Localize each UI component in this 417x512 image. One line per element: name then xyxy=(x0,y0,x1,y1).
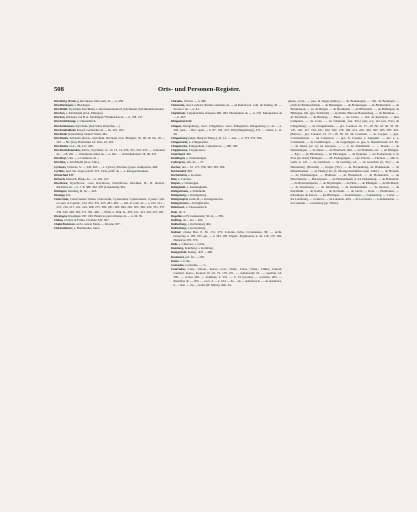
entry-heading: Clementia, xyxy=(171,103,186,108)
entry-heading: Kirchberg (Unter-), xyxy=(54,99,80,103)
entry-heading: Cyrillus, xyxy=(54,168,66,173)
entry-text: s. Kenningheim. xyxy=(186,184,208,189)
entry-heading: Citheo, xyxy=(54,217,64,222)
entry-text: s. Choeszenloch. xyxy=(185,205,208,210)
entry-text: Ulricus ..., n. 496. xyxy=(183,99,207,103)
entry-text: s. Bornhardus, sanct. xyxy=(73,225,101,230)
entry-heading: Klepen, xyxy=(171,180,181,185)
entry-heading: Kirchenbirkenig, xyxy=(54,119,77,124)
entry-heading: Kirnachtal 127. xyxy=(54,172,75,177)
entry-heading: Königsbrunn, xyxy=(171,189,189,194)
entry-heading: Clingenecke, xyxy=(171,144,188,149)
entry-text: Gem.-B., s. Königeshoven. xyxy=(189,197,224,202)
entry-heading: Kugelius xyxy=(171,213,183,218)
entry-text: Conradus, —, C. xyxy=(185,262,207,267)
register-entry xyxy=(171,124,282,136)
entry-text: Clopphouwe. xyxy=(188,148,206,153)
register-column-2 xyxy=(171,99,282,287)
entry-heading: Kirchheim, xyxy=(54,135,69,140)
entry-heading: Cloterbach xyxy=(171,152,186,157)
entry-text: Knopf, Gerhardus de ..., bu. 201. 202. xyxy=(76,127,125,132)
entry-heading: Clarevallensis, xyxy=(54,225,74,230)
entry-heading: Cyriacus, xyxy=(54,164,67,169)
entry-text: dic 3. xyxy=(178,209,186,214)
register-columns xyxy=(54,99,399,287)
entry-text: vom ..., s. Cimiterio de ... xyxy=(67,156,100,161)
entry-text: s. Kirchheim (O.A. Ehingen). xyxy=(66,111,104,116)
register-entry xyxy=(171,111,282,119)
entry-text: s. Churenbirch. xyxy=(76,119,97,124)
entry-text: der ... 52. 173. 358. 362. 365. 366. xyxy=(181,164,226,169)
page-number: 508 xyxy=(54,86,64,93)
entry-heading: Kirchhain xyxy=(54,131,68,136)
entry-heading: Königsbronn, xyxy=(171,201,189,206)
entry-text: clausa Bea. 8. 36. 151. 270. Colonia, Köln, Colonienses, 98. — archi. Ocnardus, n. 183. 235. epi. — n. 183. 185. Engeli., Engilbertus, n. 44. 118. 170. 182. Heinricus 303. 375. xyxy=(173,230,282,243)
entry-heading: Königshofen, xyxy=(171,197,189,202)
entry-heading: Kirchbühl, xyxy=(54,107,69,112)
register-entry xyxy=(54,197,165,213)
entry-heading: Kirchlen, xyxy=(54,160,67,165)
entry-text: Kirch-, Kyrchein, 11, 12, 13, 14, 250, 251, 252, 253. — Cunradus de ..., 18, 261. — Wernherus miles de ..., n. 261. — Archidiakonen: 18, 48, 325. xyxy=(56,148,165,157)
entry-text: 466. xyxy=(186,152,192,157)
entry-heading: Komburg, xyxy=(171,246,185,251)
entry-heading: Königsberg, xyxy=(171,193,187,198)
entry-text: s. Kolbenberg. xyxy=(187,225,206,230)
entry-heading: Knittingen, xyxy=(171,156,186,161)
entry-text: Klingenhain, Cunradus de ..., 186. 190. xyxy=(188,144,239,149)
entry-text: Kyrchein, (den Sohn, Rudolfus, ...). xyxy=(75,123,121,128)
entry-text: s. Kirchheim (O.A. Tbk.). xyxy=(66,160,100,165)
entry-text: gileus, eccle., — ppa, in Augia (minor.) — de Bodenregen. — mil. de Bettingen — plich de Balmeschallen — de Bensingen. — de Bodenregen — de Bickbruben. — de Bernhausen, — pr. de Bergen — de Bornheim. — de Bibernach. — de Birbingen, de Bilringen, mil. (ypt. Sulzbach). — de Diritz, Bina de Boehenberg, — de Berthnan. — de Brodbach. — de Bruberg. — Bane. — de Calwe. — abb. de Reuchour. — mea Camplaus. — de Coxa. — de Cibarium, (ser. Eal.) plar, n.p. ald (ser. Eal.) de Clingenberg, — de Clingenbenek. — grs. Coenrad. 12. 17—18. 30. 43. 46. 55. 56. 125. 126. 127. 134. 161. 162. 182. 178. 199. 212. 229. 364. 365. 383. 387. 401. (Basel.)— grs. Cuonrat. 12. 17—18. 30. 43. 46. Coenradt. — de Coppes. — ppa. Constantiensis. — de Consteren. — ppa. 8. Cruelsa, s. Augustin. — dec. s. a. Crailsheim. — de Curmiringen. — de Cupplingen. ss. ppa. S. Danielbouren vol. Ed. — de Diurn (or. n.) ad Adorpau. — ... b. de Dohelheim. — ... Doens. — de Durmstingen. — de Deres. — de Eberbach, milt. — de Ebnheim, sol. — de Ehingen. — Ego. — de Ehrenberg, — de Eltwangen. — de Epinden. — de Eschenrode, n. in Fors (str. Karl) Tübingen. — ...llt. Psdergengen. — spe. Farren. — Fuerton. — abb. S. Galli, n. 125. — de Gerbbach. — de Gerbing, sol. — de Graschen (ls. Tb.) — de Herrenberg. (Horedal) — Koppe (Tb.). — de Hochenburg, de Hohenstein. — de Rünzelhausen. — de Hsal(s) der (b. Herrigreitschaffen-Ganz. Ahld.). — de Hessten — de Hohenbergen. — Hallinus. — de Hauselach, — de Holzendorf, — de Holzchurren. — Hertenyeser. — de Hachenbeem, 4. 24. Hohenberg. — de Hohenloh. — de Holentemperne, — de Heyslingen, — de Holz, — de Eßlingen. — de Richbach, — de Kunzelsen, — de Kirchberg, ... de Kunkelsheim. — de Knoten, — de Kirchbühl. — de Kolbe, — de Kolbenh. — de Gnob. ... Rote. ... Helnbrunn. — Kiraninger de Kerwe. — Ke Bilringen. — Kruelsbugen. — Landenberg. — Leber. — Ke Landerleg. — Lobiron. — de Landeck, milt. ... de Leoxtoria. — Landesbarbet. — de Lunesbn. — Lutenberg (sp. Winn.). xyxy=(288,99,399,206)
entry-heading: Conradus, xyxy=(171,262,185,267)
register-entry xyxy=(288,99,399,205)
entry-heading: Cistercium, xyxy=(54,197,69,202)
entry-text: Kissingen 187. 190. Henricus parrochianus de ..., n. 49. 50. xyxy=(68,213,143,218)
entry-text: s. Colonia. xyxy=(178,176,192,181)
entry-text: abb. de ..., 37. xyxy=(186,160,205,165)
entry-text: s. Chuningen. xyxy=(181,180,200,185)
entry-text: Cistercienser Orden, Cistercium, Cystercium, Cysterciensis, Cysterc. abb. et conv. et Capitul., 152. 252. 331. 425, 481. 492. — abb. et conv. ad ..., s. 192. 211 ... 215. 216. 217. 221. 222. 268. 275. 280. 281. 283. 284. 292. 305. 306. 320. 331. 337. 339. 345. 348. 362. 371. 391. 406. — Pfälz. u. Thür. K., 405. 411. 413. 424. 427. 491. xyxy=(56,197,165,214)
register-column-3 xyxy=(288,99,399,287)
entry-text: Kirchpaer, Otte nom. de ..., n. 456. xyxy=(80,99,124,103)
register-entry xyxy=(171,230,282,242)
entry-heading: Konigsrieth, xyxy=(171,250,187,255)
entry-heading: Kolbenberg, xyxy=(171,225,187,230)
register-entry xyxy=(54,148,165,156)
entry-text: Cleppholdsin, Klopten 480. 482. Hermannus de ..., n. 270. Marquardus de ..., n. 267. xyxy=(173,111,282,120)
entry-heading: Klingenbach 62. xyxy=(171,119,193,124)
entry-text: uxor Ludwici, Bertha comitissa de ..., ad Rudolf pal. com. de Tubing. 45. — Stortoco de ..., n. 81. xyxy=(173,103,282,112)
entry-text: 423. xyxy=(65,193,72,198)
register-entry xyxy=(171,267,282,287)
entry-text: s. Kolbenberg 402. xyxy=(187,221,212,226)
entry-text: Kilchein, bei B.A. Nördingen? Bernhardus de ..., n. 158. 157. xyxy=(66,115,144,120)
entry-heading: Clingenburg xyxy=(171,135,188,140)
entry-heading: Kötzensch, xyxy=(171,205,186,210)
register-column-1 xyxy=(54,99,165,287)
entry-heading: Kolbing, xyxy=(171,217,183,222)
entry-text: heil. Ser. atque pontif. 372. Cirie. pfaff. de ..., s. Reiegerabrunnen. xyxy=(65,168,149,173)
entry-text: s. Kochen. xyxy=(188,172,202,177)
entry-text: Kirnach, Burgo de ..., n. 126. 127. xyxy=(66,176,110,181)
entry-heading: Kochertürm, xyxy=(171,172,188,177)
running-title: Orts- und Personen-Register. xyxy=(158,86,240,93)
entry-heading: Kirnach, xyxy=(54,176,66,181)
entry-text: s. Steinheim. xyxy=(189,189,207,194)
entry-heading: Kirchenthalheim xyxy=(54,127,76,132)
entry-text: s. Clingenstain. xyxy=(189,139,209,144)
entry-text: Klingenberg, -berc, Clingisberc, -bero, Klingisberc, Klingenberg, C. de ..., n. 206. plez., ... Bec. apud ..., b. 87. 192. 213. 296 (Dingelsberg), 374. — heiter, L. O. 96. xyxy=(173,123,282,136)
register-entry xyxy=(54,226,165,230)
register-entry xyxy=(54,136,165,144)
entry-heading: Kila, xyxy=(171,176,178,181)
entry-heading: Kislingen, xyxy=(54,189,68,194)
entry-text: s. Chnutelingen. xyxy=(186,156,207,161)
entry-heading: Kirchhof, xyxy=(54,156,67,161)
entry-text: Civitas in Friula, Cividale 329. 307. xyxy=(64,217,110,222)
entry-heading: Kochendorf 371. xyxy=(171,168,193,173)
entry-heading: Kirchen, xyxy=(54,111,66,116)
entry-text: s. Chinowe, s. Cölln. xyxy=(178,242,206,247)
entry-text: pvr. frl. ..., 205. xyxy=(185,254,205,259)
register-entry xyxy=(54,181,165,189)
entry-text: et H. Gennenstel, 56. de ..., 382. xyxy=(183,213,224,218)
entry-text: s. Königshofen. xyxy=(189,201,210,206)
entry-text: s. Bieringen. xyxy=(74,103,91,108)
entry-text: Kamburg, s. Komburg. xyxy=(184,246,214,251)
entry-heading: Clarulus, xyxy=(171,99,184,103)
entry-text: Kunig., dorf ... 468. xyxy=(187,250,213,255)
entry-heading: Kolo, xyxy=(171,209,178,214)
entry-text: eccla. sancte Marie — Kloster 207. xyxy=(76,221,121,226)
entry-heading: Kocher, xyxy=(171,164,182,169)
entry-heading: Kirchheimbolanden, xyxy=(54,148,81,153)
entry-heading: Kirchheim, xyxy=(54,144,69,149)
entry-heading: Clopphouwe, xyxy=(171,148,189,153)
entry-text: Kirchein (Köch-, Kyrchein, Kirchen) O.A. Ehingen, 10, 96, 20 bis. 18 ..., 201 ..., 80. (bei), Balastinus 19. Otto, 16, 205. xyxy=(56,135,165,144)
entry-heading: Clingen, xyxy=(171,123,183,128)
entry-heading: Kirchen, xyxy=(54,115,66,120)
entry-heading: Kostanzer, xyxy=(171,254,185,259)
entry-text: O.A., 36, 217, 266. xyxy=(69,144,94,149)
page-header xyxy=(54,86,399,93)
entry-heading: Cleplohale, xyxy=(171,111,186,116)
entry-heading: Kirchberingen, xyxy=(54,103,74,108)
entry-heading: Konie, xyxy=(171,258,180,263)
entry-text: de ... der ... 495. xyxy=(182,217,204,222)
entry-heading: Kischlowe, xyxy=(54,180,69,185)
entry-text: s. Königesberg. xyxy=(187,193,207,198)
entry-text: (Chirchain); bisher? Wald. 481. xyxy=(68,131,108,136)
entry-heading: Kisslegg xyxy=(54,193,65,198)
entry-heading: Clingenstein, xyxy=(171,139,189,144)
entry-heading: Cuorradus, xyxy=(171,266,186,271)
register-entry xyxy=(171,103,282,111)
entry-text: Kyrchein, Kirchhain, s. Kirchenzellendorf, Kirchheim, Kirchheimbolanden. xyxy=(68,107,165,112)
entry-heading: Königheim, xyxy=(171,184,187,189)
entry-text: (ampt, Burg in Thurg.), 41. 12. — lant ..., n. 373. 374. 384. xyxy=(188,135,263,140)
entry-heading: Kolmar, xyxy=(171,230,182,234)
entry-text: Kyschlowe, -owe, Kischlowe, Chischlowe, Kischlen, H., R. mönch., Rudolfus de ..., n. 7. 8. 386. 392. 395 (Lisenheim) 394. xyxy=(56,180,165,189)
entry-text: Ciriacus, S. ..., 343. 465. — s. Cyriaci (Wormat.) papa. Gumpertus, 466. xyxy=(67,164,158,169)
entry-heading: Kirchenhausen, xyxy=(54,123,75,128)
entry-heading: Cobergens, xyxy=(171,160,186,165)
entry-text: Conr-, Chuon-, Kuon-, Con-, Chūn-, Cuon-, Chun-, Chūno, Cunrad, Curhard, Kuon-, Konrad 10, 16. 74. 179. 251. — romanorum 23. — capellan, 16. 285. — ecclea 495. — dominus, n. 551. — b. 53 (avonia), — notarius, 405. — Rudolfus de ..., 455. — coci. d. ... n. 104 — de ... de ... Achternoch. — de Aasinawe, n. ... aber ..., vie ..., home (B. Marie), milt. Ar- xyxy=(173,266,282,288)
entry-text: Kissling, B. de ..., 443. xyxy=(67,189,97,194)
entry-heading: Köln, xyxy=(171,242,179,247)
entry-heading: Kissingen, xyxy=(54,213,68,218)
entry-text: s. Cohn. xyxy=(180,258,191,263)
entry-heading: Claderbrulensis, xyxy=(54,221,76,226)
entry-heading: Kolbenberg, xyxy=(171,221,187,226)
